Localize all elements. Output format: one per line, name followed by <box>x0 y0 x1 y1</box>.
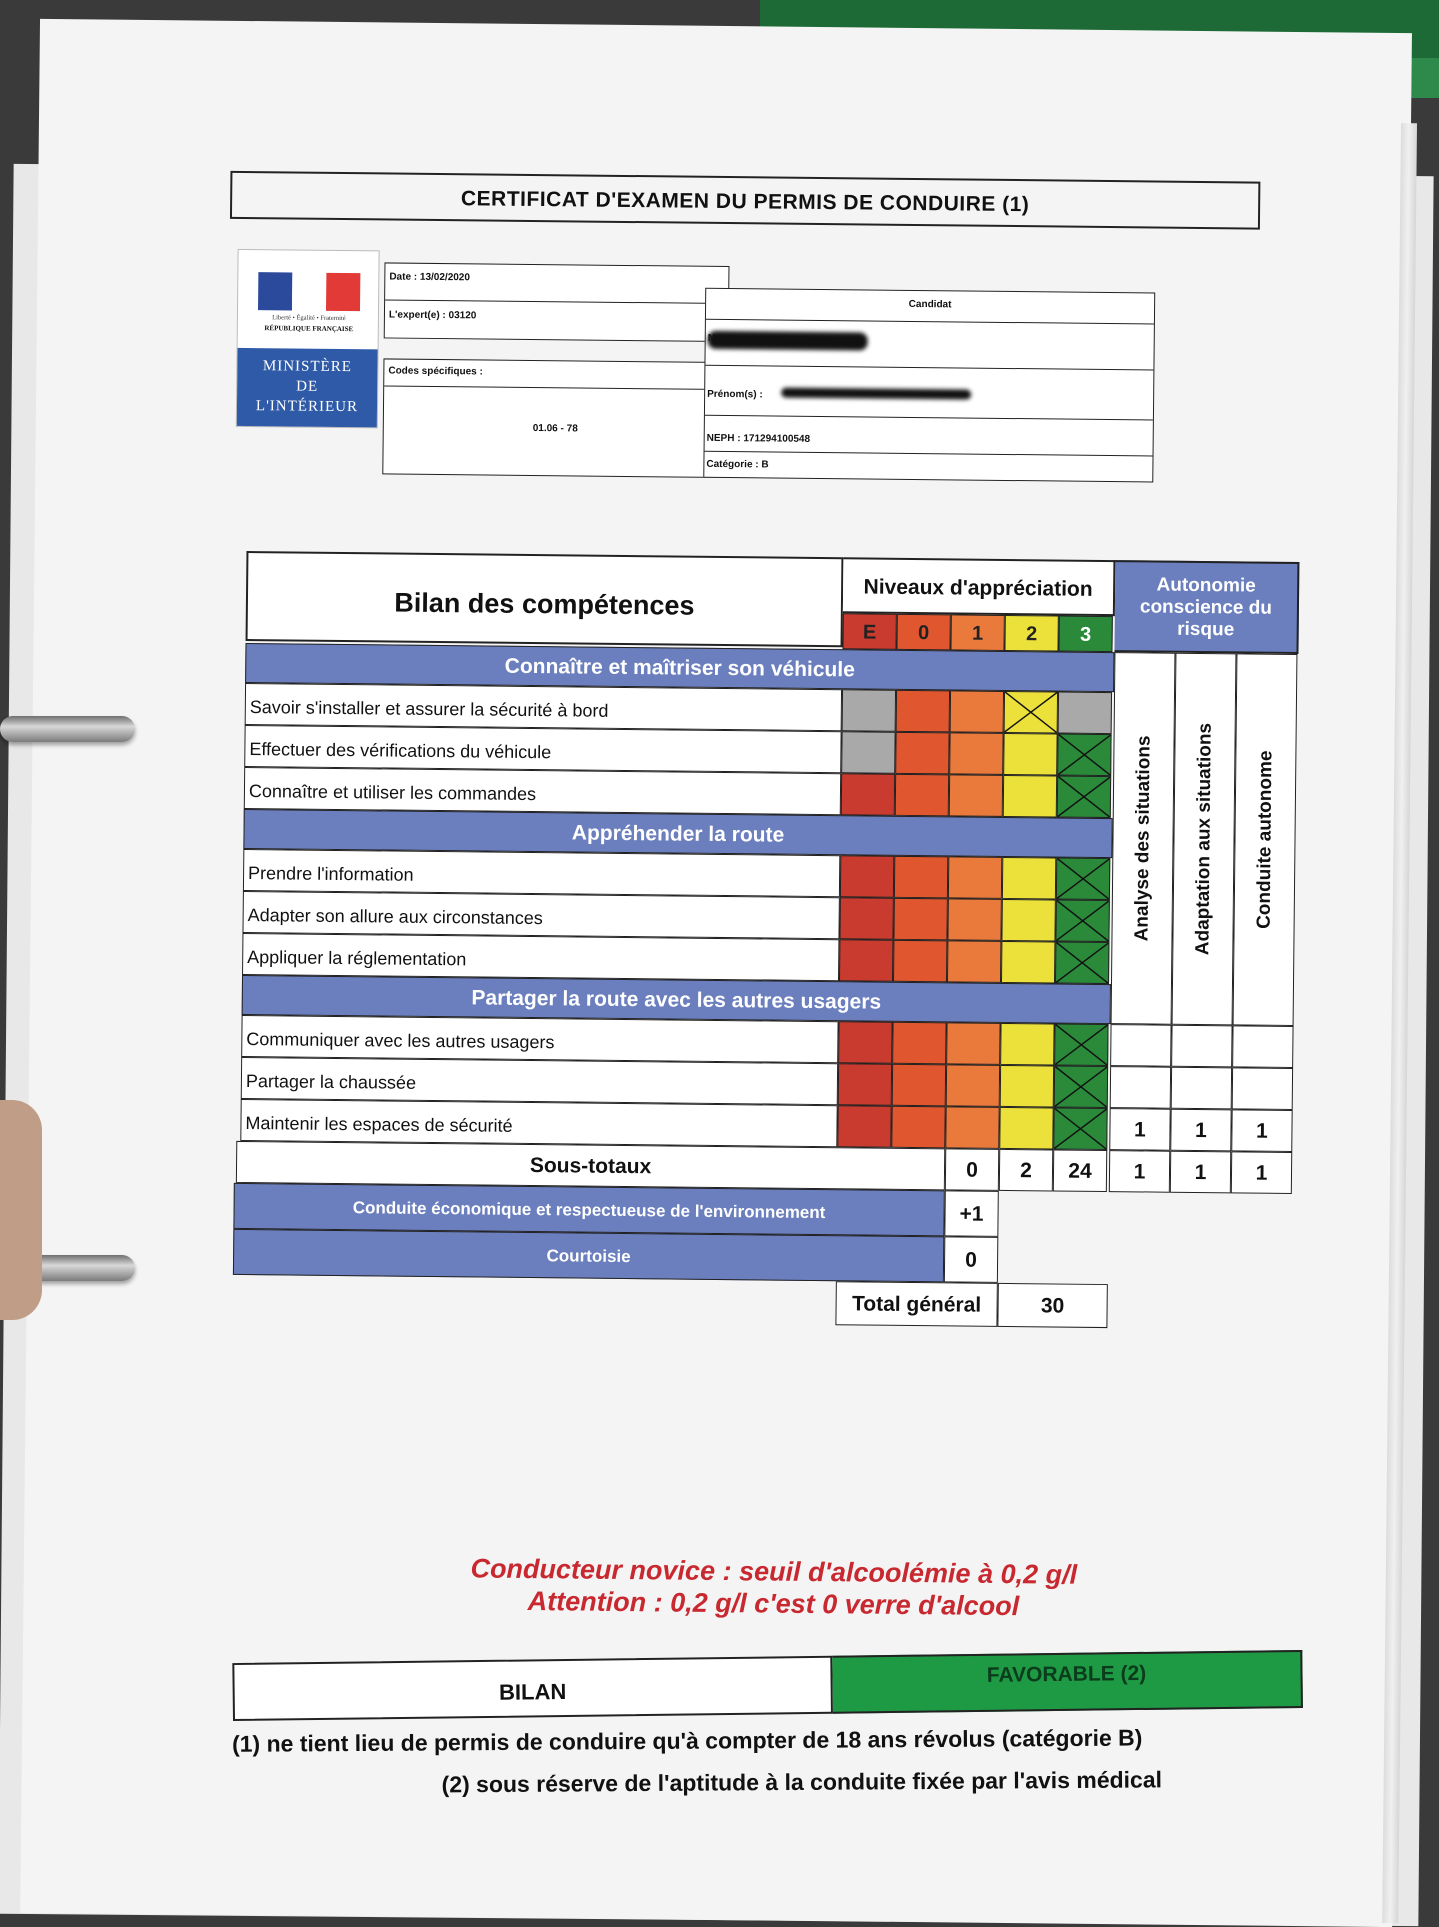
level-cell-E <box>839 897 893 940</box>
level-cell-2 <box>1003 733 1057 776</box>
candidate-category: Catégorie : B <box>706 458 769 471</box>
candidate-header: Candidat <box>908 298 952 311</box>
autonomy-column-1 <box>1111 652 1176 1025</box>
candidate-box <box>703 288 1155 483</box>
exam-info-box <box>384 262 730 342</box>
certificate-page <box>20 19 1412 1927</box>
autonomy-cell <box>1232 1067 1293 1110</box>
level-cell-3-checked <box>1055 900 1109 943</box>
competence-label: Adapter son allure aux circonstances <box>242 891 839 939</box>
autonomy-cell: 1 <box>1170 1109 1231 1152</box>
level-2: 2 <box>1004 615 1058 652</box>
autonomy-column-label: Analyse des situations <box>1130 735 1155 942</box>
level-cell-E <box>842 689 896 732</box>
level-cell-E <box>838 1063 892 1106</box>
subtotal-value: 0 <box>945 1148 999 1191</box>
competence-label: Partager la chaussée <box>241 1057 838 1105</box>
level-cell-3-checked <box>1053 1107 1107 1150</box>
level-cell-2 <box>1002 857 1056 900</box>
level-cell-1 <box>945 1106 999 1149</box>
level-cell-1 <box>949 774 1003 817</box>
codes-value: 01.06 - 78 <box>532 422 578 435</box>
logo-ministry <box>237 348 378 427</box>
level-cell-3-checked <box>1057 734 1111 777</box>
level-0: 0 <box>896 614 950 651</box>
level-3: 3 <box>1058 616 1112 653</box>
section-1-title: Connaître et maîtriser son véhicule <box>245 643 1114 692</box>
autonomy-subtotal: 1 <box>1170 1151 1231 1194</box>
autonomy-column-3 <box>1233 653 1298 1026</box>
autonomy-cell <box>1232 1025 1293 1068</box>
bilan-title: Bilan des compétences <box>246 551 844 647</box>
warning-line-2: Attention : 0,2 g/l c'est 0 verre d'alcool <box>527 1586 1020 1622</box>
eco-label: Conduite économique et respectueuse de l'environnement <box>233 1183 944 1236</box>
result-label: BILAN <box>232 1656 833 1721</box>
result-box <box>232 1650 1303 1721</box>
level-cell-1 <box>950 690 1004 733</box>
autonomy-title: Autonomie conscience du risque <box>1114 560 1299 654</box>
level-cell-0 <box>892 1064 946 1107</box>
subtotal-value: 24 <box>1053 1149 1107 1192</box>
level-cell-3-checked <box>1056 858 1110 901</box>
level-cell-0 <box>894 856 948 899</box>
logo-motto: Liberté • Égalité • Fraternité <box>272 314 346 323</box>
level-cell-2 <box>1003 775 1057 818</box>
level-cell-3-checked <box>1055 941 1109 984</box>
ministry-line-2: DE <box>296 378 319 395</box>
codes-label: Codes spécifiques : <box>388 365 483 378</box>
total-value: 30 <box>997 1283 1107 1328</box>
competence-label: Maintenir les espaces de sécurité <box>240 1099 837 1147</box>
competence-label: Appliquer la réglementation <box>242 933 839 981</box>
competence-grid <box>245 551 1310 1318</box>
marianne-flag-icon <box>258 272 360 311</box>
warning-line-1: Conducteur novice : seuil d'alcoolémie à 0,2 g/l <box>470 1553 1078 1590</box>
footnote-1: (1) ne tient lieu de permis de conduire qu'à compter de 18 ans révolus (catégorie B) <box>231 1724 1143 1757</box>
level-cell-3-checked <box>1057 776 1111 819</box>
level-cell-E <box>837 1105 891 1148</box>
level-cell-0 <box>893 940 947 983</box>
logo-republic: RÉPUBLIQUE FRANÇAISE <box>264 324 354 334</box>
footnote-2: (2) sous réserve de l'aptitude à la conduite fixée par l'avis médical <box>441 1766 1163 1798</box>
level-cell-1 <box>948 856 1002 899</box>
binder-ring-top <box>0 716 135 742</box>
level-cell-E <box>841 731 895 774</box>
level-cell-E <box>840 855 894 898</box>
competence-label: Communiquer avec les autres usagers <box>241 1015 838 1063</box>
autonomy-cell: 1 <box>1109 1108 1170 1151</box>
thumb <box>0 1100 42 1320</box>
level-cell-0 <box>891 1106 945 1149</box>
level-cell-2 <box>1000 1065 1054 1108</box>
candidate-neph: NEPH : 171294100548 <box>706 432 811 445</box>
exam-date: Date : 13/02/2020 <box>389 271 471 284</box>
exam-expert: L'expert(e) : 03120 <box>388 309 477 322</box>
autonomy-cell <box>1110 1024 1171 1067</box>
ministry-line-3: L'INTÉRIEUR <box>255 398 359 416</box>
level-cell-2 <box>999 1107 1053 1150</box>
redaction-name <box>708 331 868 351</box>
level-cell-0 <box>895 732 949 775</box>
certificate-title: CERTIFICAT D'EXAMEN DU PERMIS DE CONDUIRE (1) <box>230 171 1260 230</box>
competence-label: Savoir s'installer et assurer la sécurité à bord <box>245 683 842 731</box>
level-1: 1 <box>950 614 1004 651</box>
competence-label: Prendre l'information <box>243 849 840 897</box>
autonomy-cell: 1 <box>1231 1109 1292 1152</box>
redaction-firstname <box>781 388 971 400</box>
competence-label: Effectuer des vérifications du véhicule <box>244 725 841 773</box>
competence-label: Connaître et utiliser les commandes <box>244 767 841 815</box>
subtotals-label: Sous-totaux <box>236 1141 945 1190</box>
level-cell-0 <box>893 898 947 941</box>
level-cell-3 <box>1058 692 1112 735</box>
autonomy-column-label: Adaptation aux situations <box>1191 722 1216 956</box>
section-2-title: Appréhender la route <box>243 809 1112 858</box>
level-cell-0 <box>892 1022 946 1065</box>
autonomy-cell <box>1171 1025 1232 1068</box>
autonomy-subtotal: 1 <box>1231 1151 1292 1194</box>
courtesy-value: 0 <box>944 1236 998 1283</box>
autonomy-cell <box>1110 1066 1171 1109</box>
level-cell-3-checked <box>1054 1065 1108 1108</box>
autonomy-column-2 <box>1172 653 1237 1026</box>
level-cell-2 <box>1001 941 1055 984</box>
level-cell-E <box>841 773 895 816</box>
ministry-line-1: MINISTÈRE <box>262 358 352 376</box>
level-cell-1 <box>947 898 1001 941</box>
level-cell-2 <box>1001 899 1055 942</box>
courtesy-label: Courtoisie <box>233 1229 944 1282</box>
eco-value: +1 <box>944 1190 998 1237</box>
level-cell-1 <box>949 732 1003 775</box>
section-3-title: Partager la route avec les autres usagers <box>242 975 1111 1024</box>
level-cell-0 <box>896 690 950 733</box>
subtotal-value: 2 <box>999 1149 1053 1192</box>
codes-box <box>382 358 728 478</box>
level-cell-3-checked <box>1054 1023 1108 1066</box>
result-value: FAVORABLE (2) <box>832 1650 1303 1714</box>
candidate-firstname-label: Prénom(s) : <box>707 388 763 401</box>
autonomy-subtotal: 1 <box>1109 1150 1170 1193</box>
level-E: E <box>842 613 896 650</box>
ministry-logo <box>236 249 380 428</box>
level-cell-E <box>838 1021 892 1064</box>
level-cell-1 <box>946 1022 1000 1065</box>
autonomy-column-label: Conduite autonome <box>1253 750 1276 929</box>
level-cell-E <box>839 939 893 982</box>
levels-title: Niveaux d'appréciation <box>843 557 1116 616</box>
level-cell-0 <box>895 774 949 817</box>
level-cell-2-checked <box>1004 691 1058 734</box>
total-label: Total général <box>835 1281 997 1327</box>
level-cell-2 <box>1000 1023 1054 1066</box>
level-cell-1 <box>947 940 1001 983</box>
autonomy-cell <box>1171 1067 1232 1110</box>
level-cell-1 <box>946 1064 1000 1107</box>
